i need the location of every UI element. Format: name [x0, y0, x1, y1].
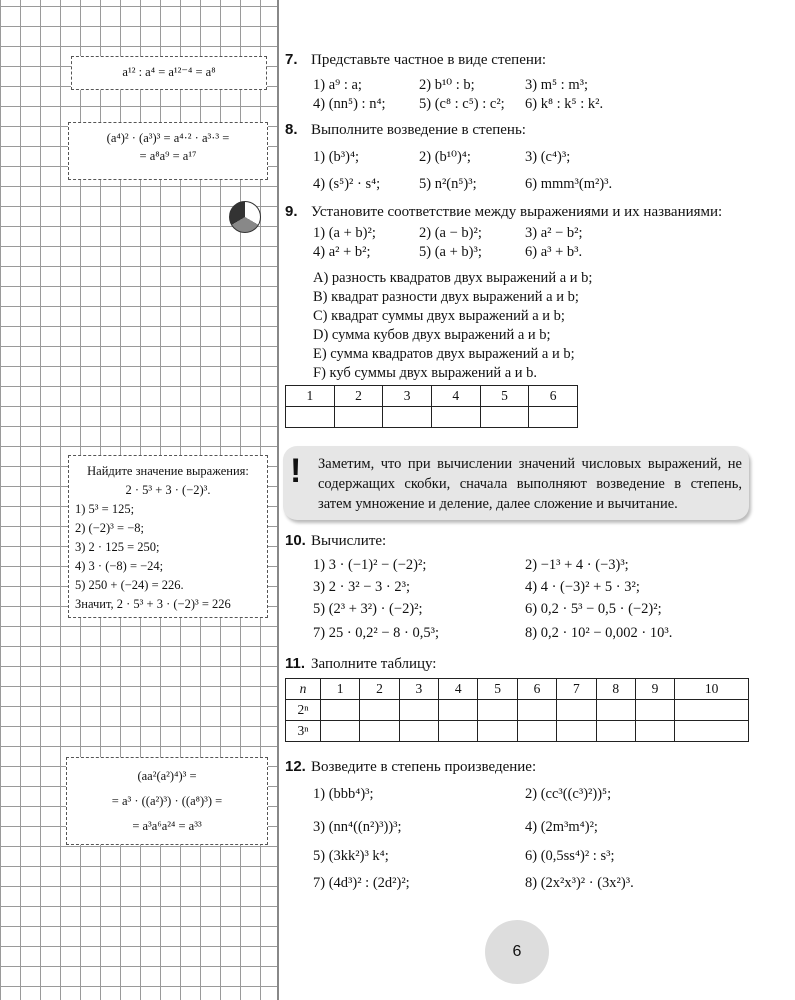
- answer-table-9: [285, 385, 578, 428]
- table-header-cell: 1: [286, 386, 335, 407]
- table-header-cell: 6: [529, 386, 578, 407]
- task-item: 3) 2 · 3² − 3 · 2³;: [313, 579, 411, 595]
- grid-border: [277, 0, 279, 1000]
- task-item: 1) a⁹ : a;: [313, 77, 362, 93]
- difficulty-pie-icon: [229, 201, 261, 233]
- task-item: 2) (b¹⁰)⁴;: [419, 149, 471, 165]
- task-10-heading: [285, 532, 386, 550]
- note-text: a¹² : a⁴ = a¹²⁻⁴ = a⁸: [122, 65, 216, 79]
- powers-table: [285, 678, 749, 742]
- page-number: [485, 920, 549, 984]
- task-7-heading: [285, 51, 546, 69]
- task-9-heading: [285, 203, 722, 221]
- table-header-cell: 8: [596, 679, 635, 700]
- task-number: 9.: [285, 203, 298, 220]
- table-header-cell: 5: [480, 386, 529, 407]
- option-item: B) квадрат разности двух выражений a и b;: [313, 289, 579, 305]
- task-item: 1) (a + b)²;: [313, 225, 376, 241]
- table-answer-cell[interactable]: [517, 700, 556, 721]
- task-item: 8) (2x²x³)² · (3x²)³.: [525, 875, 634, 891]
- task-item: 6) a³ + b³.: [525, 244, 583, 260]
- task-number: 11.: [285, 655, 306, 672]
- table-answer-cell[interactable]: [675, 700, 749, 721]
- note-line: (a⁴)² · (a³)³ = a⁴·² · a³·³ =: [106, 131, 230, 145]
- task-item: 1) (b³)⁴;: [313, 149, 360, 165]
- table-answer-cell[interactable]: [596, 700, 635, 721]
- option-item: F) куб суммы двух выражений a и b.: [313, 365, 538, 381]
- note-line: = a⁸a⁹ = a¹⁷: [139, 149, 197, 163]
- table-answer-cell[interactable]: [439, 700, 478, 721]
- table-answer-cell[interactable]: [360, 700, 399, 721]
- task-12-heading: [285, 758, 536, 776]
- table-answer-cell[interactable]: [635, 721, 674, 742]
- task-item: 2) −1³ + 4 · (−3)³;: [525, 557, 629, 573]
- task-item: 6) (0,5ss⁴)² : s³;: [525, 848, 615, 864]
- task-item: 2) b¹⁰ : b;: [419, 77, 475, 93]
- task-item: 8) 0,2 · 10² − 0,002 · 10³.: [525, 625, 673, 641]
- task-text: Вычислите:: [311, 533, 387, 549]
- table-header-cell: 4: [431, 386, 480, 407]
- task-item: 6) 0,2 · 5³ − 0,5 · (−2)²;: [525, 601, 662, 617]
- task-item: 4) (s⁵)² · s⁴;: [313, 176, 381, 192]
- task-item: 7) (4d³)² : (2d²)²;: [313, 875, 410, 891]
- task-item: 2) (cc³((c³)²))⁵;: [525, 786, 612, 802]
- table-header-cell: n: [286, 679, 321, 700]
- note-line: (aa²(a²)⁴)³ =: [137, 769, 197, 783]
- table-answer-cell[interactable]: [480, 407, 529, 428]
- table-header-cell: 7: [557, 679, 596, 700]
- note-step: 2) (−2)³ = −8;: [75, 521, 144, 535]
- table-answer-cell[interactable]: [478, 700, 517, 721]
- task-item: 6) k⁸ : k⁵ : k².: [525, 96, 604, 112]
- table-answer-cell[interactable]: [321, 721, 360, 742]
- table-answer-cell[interactable]: [399, 721, 438, 742]
- task-item: 1) 3 · (−1)² − (−2)²;: [313, 557, 427, 573]
- table-answer-cell[interactable]: [321, 700, 360, 721]
- table-header-cell: 2: [360, 679, 399, 700]
- task-number: 10.: [285, 532, 306, 549]
- table-header-cell: 6: [517, 679, 556, 700]
- table-answer-cell[interactable]: [557, 700, 596, 721]
- table-answer-cell[interactable]: [596, 721, 635, 742]
- table-answer-cell[interactable]: [431, 407, 480, 428]
- note-quotient-rule: [71, 56, 267, 90]
- task-item: 3) a² − b²;: [525, 225, 583, 241]
- table-answer-cell[interactable]: [517, 721, 556, 742]
- note-expr: 2 · 5³ + 3 · (−2)³.: [125, 483, 211, 497]
- task-item: 5) n²(n⁵)³;: [419, 176, 477, 192]
- task-item: 4) 4 · (−3)² + 5 · 3²;: [525, 579, 640, 595]
- table-row-label: 3ⁿ: [286, 721, 321, 742]
- table-answer-cell[interactable]: [334, 407, 383, 428]
- note-step: 3) 2 · 125 = 250;: [75, 540, 160, 554]
- task-item: 4) (nn⁵) : n⁴;: [313, 96, 386, 112]
- option-item: E) сумма квадратов двух выражений a и b;: [313, 346, 575, 362]
- table-answer-cell[interactable]: [635, 700, 674, 721]
- note-step: 5) 250 + (−24) = 226.: [75, 578, 184, 592]
- task-item: 5) (3kk²)³ k⁴;: [313, 848, 389, 864]
- table-header-cell: 9: [635, 679, 674, 700]
- option-item: D) сумма кубов двух выражений a и b;: [313, 327, 551, 343]
- table-answer-cell[interactable]: [399, 700, 438, 721]
- task-item: 3) (c⁴)³;: [525, 149, 571, 165]
- task-number: 7.: [285, 51, 298, 68]
- task-item: 6) mmm³(m²)³.: [525, 176, 613, 192]
- table-header-cell: 3: [383, 386, 432, 407]
- table-answer-cell[interactable]: [286, 407, 335, 428]
- task-11-heading: [285, 655, 436, 673]
- task-number: 8.: [285, 121, 298, 138]
- note-line: = a³a⁶a²⁴ = a³³: [132, 819, 202, 833]
- table-answer-cell[interactable]: [478, 721, 517, 742]
- note-line: = a³ · ((a²)³) · ((a⁸)³) =: [111, 794, 223, 808]
- task-item: 5) (a + b)³;: [419, 244, 482, 260]
- table-answer-cell[interactable]: [360, 721, 399, 742]
- note-example: [68, 455, 268, 618]
- table-answer-cell[interactable]: [383, 407, 432, 428]
- table-header-cell: 4: [439, 679, 478, 700]
- exclamation-icon: !: [290, 452, 302, 490]
- option-item: C) квадрат суммы двух выражений a и b;: [313, 308, 565, 324]
- task-item: 7) 25 · 0,2² − 8 · 0,5³;: [313, 625, 440, 641]
- note-step: 1) 5³ = 125;: [75, 502, 135, 516]
- table-header-cell: 1: [321, 679, 360, 700]
- table-answer-cell[interactable]: [557, 721, 596, 742]
- table-header-cell: 3: [399, 679, 438, 700]
- table-header-cell: 2: [334, 386, 383, 407]
- task-item: 2) (a − b)²;: [419, 225, 482, 241]
- note-product-power: [66, 757, 268, 845]
- note-text: Заметим, что при вычислении значений числовых выражений, не содержащих скобки, сначала выполняют возведение в степень, затем умножение и деление, далее сложение и вычитание.: [318, 456, 742, 512]
- task-text: Заполните таблицу:: [311, 656, 437, 672]
- task-text: Представьте частное в виде степени:: [311, 52, 547, 68]
- task-item: 5) (c⁸ : c⁵) : c²;: [419, 96, 505, 112]
- table-row-label: 2ⁿ: [286, 700, 321, 721]
- page-number-label: 6: [512, 943, 522, 960]
- note-title: Найдите значение выражения:: [87, 464, 249, 478]
- note-step: 4) 3 · (−8) = −24;: [75, 559, 164, 573]
- note-power-rule: [68, 122, 268, 180]
- option-item: A) разность квадратов двух выражений a и b;: [313, 270, 593, 286]
- table-header-cell: 10: [675, 679, 749, 700]
- task-item: 3) (nn⁴((n²)³))³;: [313, 819, 402, 835]
- task-text: Выполните возведение в степень:: [311, 122, 526, 138]
- table-header-cell: 5: [478, 679, 517, 700]
- note-step: Значит, 2 · 5³ + 3 · (−2)³ = 226: [75, 597, 231, 611]
- task-item: 4) (2m³m⁴)²;: [525, 819, 598, 835]
- task-8-heading: [285, 121, 526, 139]
- task-number: 12.: [285, 758, 306, 775]
- table-answer-cell[interactable]: [675, 721, 749, 742]
- task-item: 1) (bbb⁴)³;: [313, 786, 374, 802]
- task-item: 3) m⁵ : m³;: [525, 77, 588, 93]
- task-text: Установите соответствие между выражениями и их названиями:: [311, 204, 723, 220]
- task-item: 5) (2³ + 3²) · (−2)²;: [313, 601, 423, 617]
- task-item: 4) a² + b²;: [313, 244, 371, 260]
- task-text: Возведите в степень произведение:: [311, 759, 537, 775]
- table-answer-cell[interactable]: [439, 721, 478, 742]
- table-answer-cell[interactable]: [529, 407, 578, 428]
